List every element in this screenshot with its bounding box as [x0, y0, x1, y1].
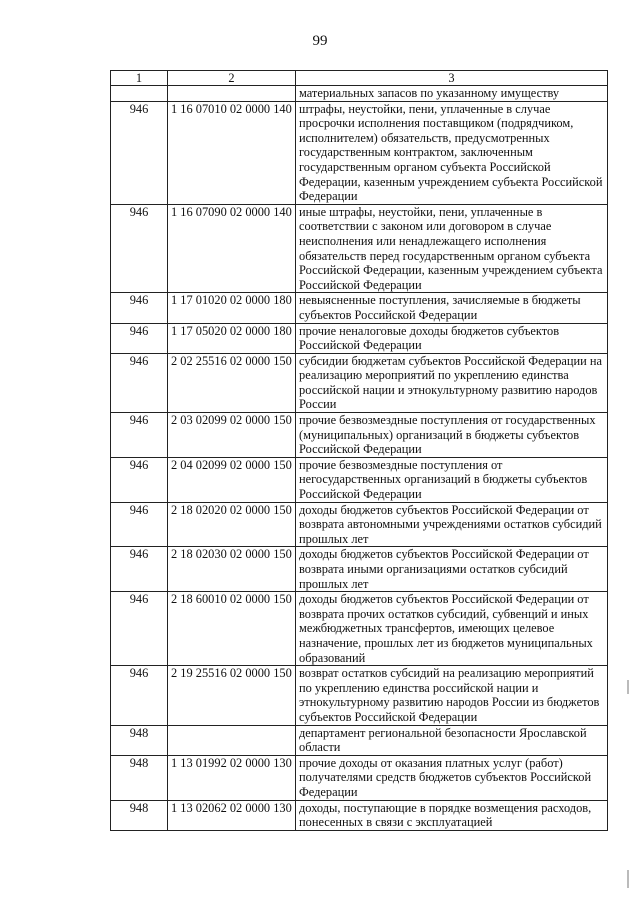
revenue-code-cell: [168, 725, 296, 755]
revenue-code-cell: 1 17 05020 02 0000 180: [168, 323, 296, 353]
admin-code-cell: 948: [111, 725, 168, 755]
table-row: [111, 502, 608, 547]
description-cell: возврат остатков субсидий на реализацию мероприятий по укреплению единства российской нации и этнокультурному развитию народов России из бюджетов субъектов Российской Федерации: [296, 666, 608, 725]
admin-code-cell: 946: [111, 666, 168, 725]
revenue-code-cell: 2 18 02020 02 0000 150: [168, 502, 296, 547]
revenue-code-cell: 2 18 60010 02 0000 150: [168, 592, 296, 666]
scan-edge-mark: [627, 870, 629, 888]
description-cell: прочие доходы от оказания платных услуг (работ) получателями средств бюджетов субъектов Российской Федерации: [296, 755, 608, 800]
description-cell: доходы бюджетов субъектов Российской Федерации от возврата прочих остатков субсидий, субвенций и иных межбюджетных трансфертов, имеющих целевое назначение, прошлых лет из бюджетов муниципальных образований: [296, 592, 608, 666]
continuation-text: материальных запасов по указанному имуществу: [296, 86, 608, 102]
revenue-code-cell: 1 16 07010 02 0000 140: [168, 101, 296, 204]
table-row: [111, 353, 608, 412]
revenue-code-cell: 2 03 02099 02 0000 150: [168, 413, 296, 458]
admin-code-cell: 946: [111, 592, 168, 666]
revenue-code-cell: 1 13 01992 02 0000 130: [168, 755, 296, 800]
table-row: [111, 725, 608, 755]
admin-code-cell: 946: [111, 353, 168, 412]
continuation-code-cell: [168, 86, 296, 102]
scan-edge-mark: [627, 680, 629, 694]
table-row: [111, 293, 608, 323]
description-cell: прочие безвозмездные поступления от негосударственных организаций в бюджеты субъектов Российской Федерации: [296, 457, 608, 502]
table-row: [111, 204, 608, 293]
revenue-code-cell: 1 17 01020 02 0000 180: [168, 293, 296, 323]
table-row: [111, 755, 608, 800]
admin-code-cell: 948: [111, 800, 168, 830]
revenue-code-cell: 2 19 25516 02 0000 150: [168, 666, 296, 725]
admin-code-cell: 948: [111, 755, 168, 800]
table-header-row: [111, 71, 608, 86]
admin-code-cell: 946: [111, 547, 168, 592]
page-number: 99: [312, 33, 328, 49]
admin-code-cell: 946: [111, 204, 168, 293]
description-cell: прочие неналоговые доходы бюджетов субъектов Российской Федерации: [296, 323, 608, 353]
description-cell: доходы, поступающие в порядке возмещения расходов, понесенных в связи с эксплуатацией: [296, 800, 608, 830]
revenue-code-cell: 2 04 02099 02 0000 150: [168, 457, 296, 502]
revenue-code-cell: 1 16 07090 02 0000 140: [168, 204, 296, 293]
table-row: [111, 413, 608, 458]
revenue-table: [110, 70, 608, 831]
revenue-code-cell: 1 13 02062 02 0000 130: [168, 800, 296, 830]
description-cell: доходы бюджетов субъектов Российской Федерации от возврата иными организациями остатков субсидий прошлых лет: [296, 547, 608, 592]
table-row: [111, 101, 608, 204]
table-row: [111, 547, 608, 592]
table-row: [111, 457, 608, 502]
revenue-code-cell: 2 02 25516 02 0000 150: [168, 353, 296, 412]
admin-code-cell: 946: [111, 413, 168, 458]
header-col-3: 3: [296, 71, 608, 86]
description-cell: невыясненные поступления, зачисляемые в бюджеты субъектов Российской Федерации: [296, 293, 608, 323]
description-cell: иные штрафы, неустойки, пени, уплаченные в соответствии с законом или договором в случае неисполнения или ненадлежащего исполнения обязательств перед государственным органом субъекта Российской Федерации, казенным учреждением субъекта Российской Федерации: [296, 204, 608, 293]
description-cell: департамент региональной безопасности Ярославской области: [296, 725, 608, 755]
admin-code-cell: 946: [111, 457, 168, 502]
description-cell: штрафы, неустойки, пени, уплаченные в случае просрочки исполнения поставщиком (подрядчиком, исполнителем) обязательств, предусмотренных государственным контрактом, заключенным государственным органом субъекта Российской Федерации, казенным учреждением субъекта Российской Федерации: [296, 101, 608, 204]
description-cell: прочие безвозмездные поступления от государственных (муниципальных) организаций в бюджеты субъектов Российской Федерации: [296, 413, 608, 458]
revenue-code-cell: 2 18 02030 02 0000 150: [168, 547, 296, 592]
table-row: [111, 666, 608, 725]
admin-code-cell: 946: [111, 323, 168, 353]
continuation-admin-cell: [111, 86, 168, 102]
header-col-1: 1: [111, 71, 168, 86]
description-cell: доходы бюджетов субъектов Российской Федерации от возврата автономными учреждениями остатков субсидий прошлых лет: [296, 502, 608, 547]
header-col-2: 2: [168, 71, 296, 86]
revenue-table-body: [111, 71, 608, 831]
table-row: [111, 800, 608, 830]
admin-code-cell: 946: [111, 101, 168, 204]
admin-code-cell: 946: [111, 502, 168, 547]
continuation-row: [111, 86, 608, 102]
admin-code-cell: 946: [111, 293, 168, 323]
description-cell: субсидии бюджетам субъектов Российской Федерации на реализацию мероприятий по укреплению единства российской нации и этнокультурному развитию народов России: [296, 353, 608, 412]
table-row: [111, 323, 608, 353]
table-row: [111, 592, 608, 666]
